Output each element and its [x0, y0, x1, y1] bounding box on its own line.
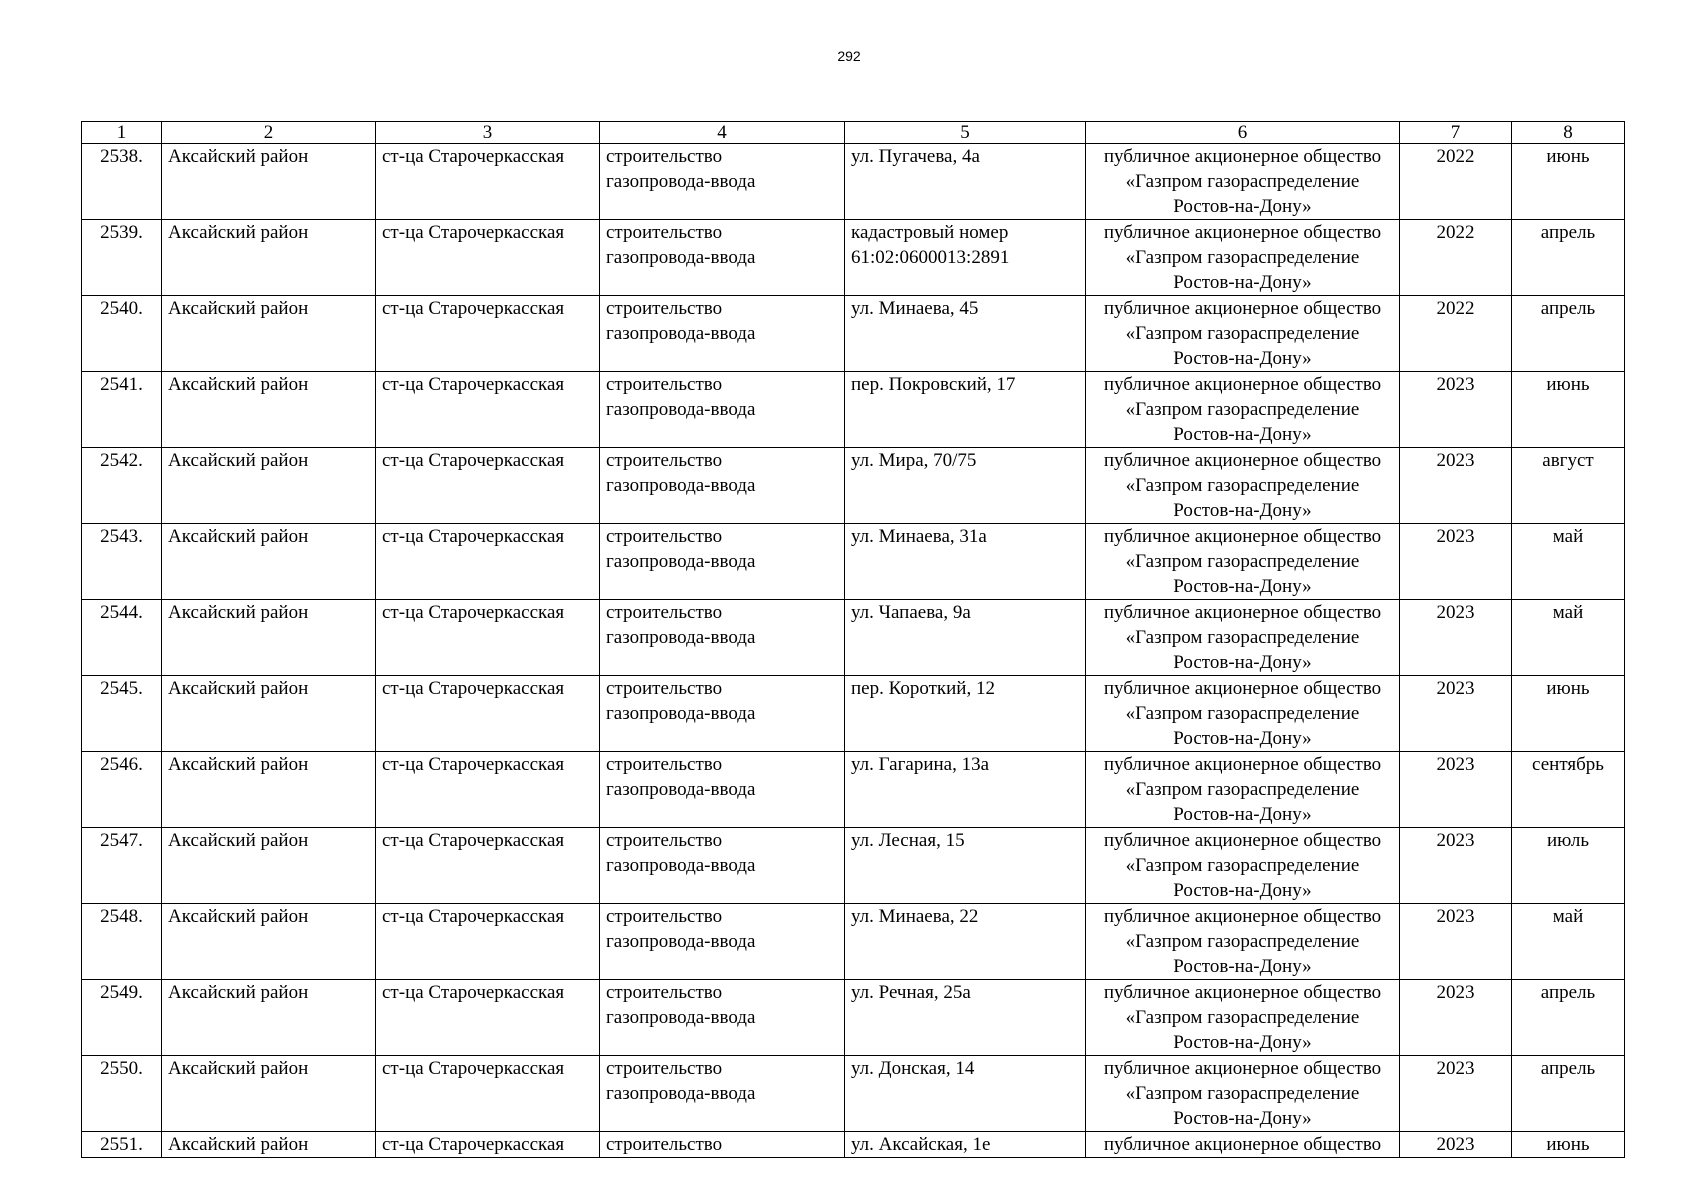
settlement-cell: ст-ца Старочеркасская — [376, 828, 600, 904]
month-cell: сентябрь — [1512, 752, 1625, 828]
table-row — [82, 980, 1625, 1056]
row-number: 2551. — [82, 1132, 162, 1158]
settlement-cell: ст-ца Старочеркасская — [376, 1056, 600, 1132]
organization-cell: публичное акционерное общество «Газпром газораспределение Ростов-на-Дону» — [1086, 600, 1400, 676]
table-row — [82, 904, 1625, 980]
table-row — [82, 600, 1625, 676]
year-cell: 2023 — [1400, 1056, 1512, 1132]
year-cell: 2023 — [1400, 828, 1512, 904]
month-cell: июнь — [1512, 1132, 1625, 1158]
column-header: 3 — [376, 122, 600, 144]
month-cell: июнь — [1512, 372, 1625, 448]
year-cell: 2023 — [1400, 600, 1512, 676]
organization-cell: публичное акционерное общество «Газпром газораспределение Ростов-на-Дону» — [1086, 828, 1400, 904]
work-cell: строительство газопровода-ввода — [600, 220, 845, 296]
column-header: 8 — [1512, 122, 1625, 144]
work-cell: строительство газопровода-ввода — [600, 752, 845, 828]
table-row — [82, 1056, 1625, 1132]
address-cell: ул. Речная, 25а — [845, 980, 1086, 1056]
gasification-table — [81, 121, 1625, 1158]
district-cell: Аксайский район — [162, 524, 376, 600]
district-cell: Аксайский район — [162, 448, 376, 524]
year-cell: 2022 — [1400, 220, 1512, 296]
address-cell: ул. Мира, 70/75 — [845, 448, 1086, 524]
district-cell: Аксайский район — [162, 296, 376, 372]
organization-cell: публичное акционерное общество «Газпром газораспределение Ростов-на-Дону» — [1086, 372, 1400, 448]
organization-cell: публичное акционерное общество «Газпром газораспределение Ростов-на-Дону» — [1086, 296, 1400, 372]
work-cell: строительство газопровода-ввода — [600, 524, 845, 600]
table-row — [82, 296, 1625, 372]
district-cell: Аксайский район — [162, 752, 376, 828]
column-header: 1 — [82, 122, 162, 144]
district-cell: Аксайский район — [162, 144, 376, 220]
settlement-cell: ст-ца Старочеркасская — [376, 904, 600, 980]
address-cell: ул. Аксайская, 1е — [845, 1132, 1086, 1158]
district-cell: Аксайский район — [162, 828, 376, 904]
district-cell: Аксайский район — [162, 600, 376, 676]
settlement-cell: ст-ца Старочеркасская — [376, 372, 600, 448]
work-cell: строительство газопровода-ввода — [600, 980, 845, 1056]
address-cell: ул. Гагарина, 13а — [845, 752, 1086, 828]
year-cell: 2022 — [1400, 296, 1512, 372]
organization-cell: публичное акционерное общество «Газпром газораспределение Ростов-на-Дону» — [1086, 144, 1400, 220]
month-cell: май — [1512, 904, 1625, 980]
organization-cell: публичное акционерное общество «Газпром газораспределение Ростов-на-Дону» — [1086, 524, 1400, 600]
organization-cell: публичное акционерное общество — [1086, 1132, 1400, 1158]
month-cell: май — [1512, 600, 1625, 676]
district-cell: Аксайский район — [162, 676, 376, 752]
district-cell: Аксайский район — [162, 220, 376, 296]
row-number: 2545. — [82, 676, 162, 752]
district-cell: Аксайский район — [162, 904, 376, 980]
column-header: 5 — [845, 122, 1086, 144]
work-cell: строительство газопровода-ввода — [600, 296, 845, 372]
row-number: 2542. — [82, 448, 162, 524]
settlement-cell: ст-ца Старочеркасская — [376, 144, 600, 220]
year-cell: 2023 — [1400, 1132, 1512, 1158]
work-cell: строительство газопровода-ввода — [600, 904, 845, 980]
work-cell: строительство газопровода-ввода — [600, 372, 845, 448]
row-number: 2548. — [82, 904, 162, 980]
work-cell: строительство газопровода-ввода — [600, 448, 845, 524]
settlement-cell: ст-ца Старочеркасская — [376, 980, 600, 1056]
organization-cell: публичное акционерное общество «Газпром газораспределение Ростов-на-Дону» — [1086, 752, 1400, 828]
month-cell: июнь — [1512, 676, 1625, 752]
row-number: 2539. — [82, 220, 162, 296]
settlement-cell: ст-ца Старочеркасская — [376, 676, 600, 752]
work-cell: строительство — [600, 1132, 845, 1158]
address-cell: пер. Короткий, 12 — [845, 676, 1086, 752]
row-number: 2541. — [82, 372, 162, 448]
organization-cell: публичное акционерное общество «Газпром газораспределение Ростов-на-Дону» — [1086, 220, 1400, 296]
work-cell: строительство газопровода-ввода — [600, 676, 845, 752]
year-cell: 2023 — [1400, 448, 1512, 524]
row-number: 2544. — [82, 600, 162, 676]
organization-cell: публичное акционерное общество «Газпром газораспределение Ростов-на-Дону» — [1086, 448, 1400, 524]
table-row — [82, 752, 1625, 828]
district-cell: Аксайский район — [162, 1132, 376, 1158]
page-number: 292 — [837, 48, 861, 64]
header-row — [82, 122, 1625, 144]
district-cell: Аксайский район — [162, 980, 376, 1056]
year-cell: 2022 — [1400, 144, 1512, 220]
row-number: 2543. — [82, 524, 162, 600]
row-number: 2546. — [82, 752, 162, 828]
address-cell: ул. Донская, 14 — [845, 1056, 1086, 1132]
month-cell: апрель — [1512, 1056, 1625, 1132]
table-row — [82, 144, 1625, 220]
address-cell: ул. Минаева, 31а — [845, 524, 1086, 600]
address-cell: ул. Чапаева, 9а — [845, 600, 1086, 676]
address-cell: пер. Покровский, 17 — [845, 372, 1086, 448]
settlement-cell: ст-ца Старочеркасская — [376, 296, 600, 372]
table-row — [82, 1132, 1625, 1158]
year-cell: 2023 — [1400, 752, 1512, 828]
row-number: 2547. — [82, 828, 162, 904]
year-cell: 2023 — [1400, 904, 1512, 980]
row-number: 2550. — [82, 1056, 162, 1132]
settlement-cell: ст-ца Старочеркасская — [376, 1132, 600, 1158]
address-cell: ул. Минаева, 22 — [845, 904, 1086, 980]
month-cell: август — [1512, 448, 1625, 524]
year-cell: 2023 — [1400, 980, 1512, 1056]
district-cell: Аксайский район — [162, 1056, 376, 1132]
table-row — [82, 448, 1625, 524]
table-row — [82, 220, 1625, 296]
organization-cell: публичное акционерное общество «Газпром газораспределение Ростов-на-Дону» — [1086, 904, 1400, 980]
work-cell: строительство газопровода-ввода — [600, 1056, 845, 1132]
settlement-cell: ст-ца Старочеркасская — [376, 752, 600, 828]
table-row — [82, 524, 1625, 600]
organization-cell: публичное акционерное общество «Газпром газораспределение Ростов-на-Дону» — [1086, 676, 1400, 752]
table-row — [82, 676, 1625, 752]
settlement-cell: ст-ца Старочеркасская — [376, 448, 600, 524]
column-header: 7 — [1400, 122, 1512, 144]
month-cell: апрель — [1512, 220, 1625, 296]
work-cell: строительство газопровода-ввода — [600, 828, 845, 904]
column-header: 4 — [600, 122, 845, 144]
organization-cell: публичное акционерное общество «Газпром газораспределение Ростов-на-Дону» — [1086, 980, 1400, 1056]
column-header: 6 — [1086, 122, 1400, 144]
address-cell: ул. Пугачева, 4а — [845, 144, 1086, 220]
settlement-cell: ст-ца Старочеркасская — [376, 524, 600, 600]
settlement-cell: ст-ца Старочеркасская — [376, 600, 600, 676]
district-cell: Аксайский район — [162, 372, 376, 448]
row-number: 2540. — [82, 296, 162, 372]
address-cell: кадастровый номер 61:02:0600013:2891 — [845, 220, 1086, 296]
table-row — [82, 828, 1625, 904]
row-number: 2549. — [82, 980, 162, 1056]
month-cell: июнь — [1512, 144, 1625, 220]
row-number: 2538. — [82, 144, 162, 220]
year-cell: 2023 — [1400, 676, 1512, 752]
year-cell: 2023 — [1400, 524, 1512, 600]
work-cell: строительство газопровода-ввода — [600, 144, 845, 220]
month-cell: апрель — [1512, 296, 1625, 372]
organization-cell: публичное акционерное общество «Газпром газораспределение Ростов-на-Дону» — [1086, 1056, 1400, 1132]
table-row — [82, 372, 1625, 448]
column-header: 2 — [162, 122, 376, 144]
month-cell: апрель — [1512, 980, 1625, 1056]
year-cell: 2023 — [1400, 372, 1512, 448]
address-cell: ул. Минаева, 45 — [845, 296, 1086, 372]
work-cell: строительство газопровода-ввода — [600, 600, 845, 676]
month-cell: май — [1512, 524, 1625, 600]
month-cell: июль — [1512, 828, 1625, 904]
settlement-cell: ст-ца Старочеркасская — [376, 220, 600, 296]
address-cell: ул. Лесная, 15 — [845, 828, 1086, 904]
